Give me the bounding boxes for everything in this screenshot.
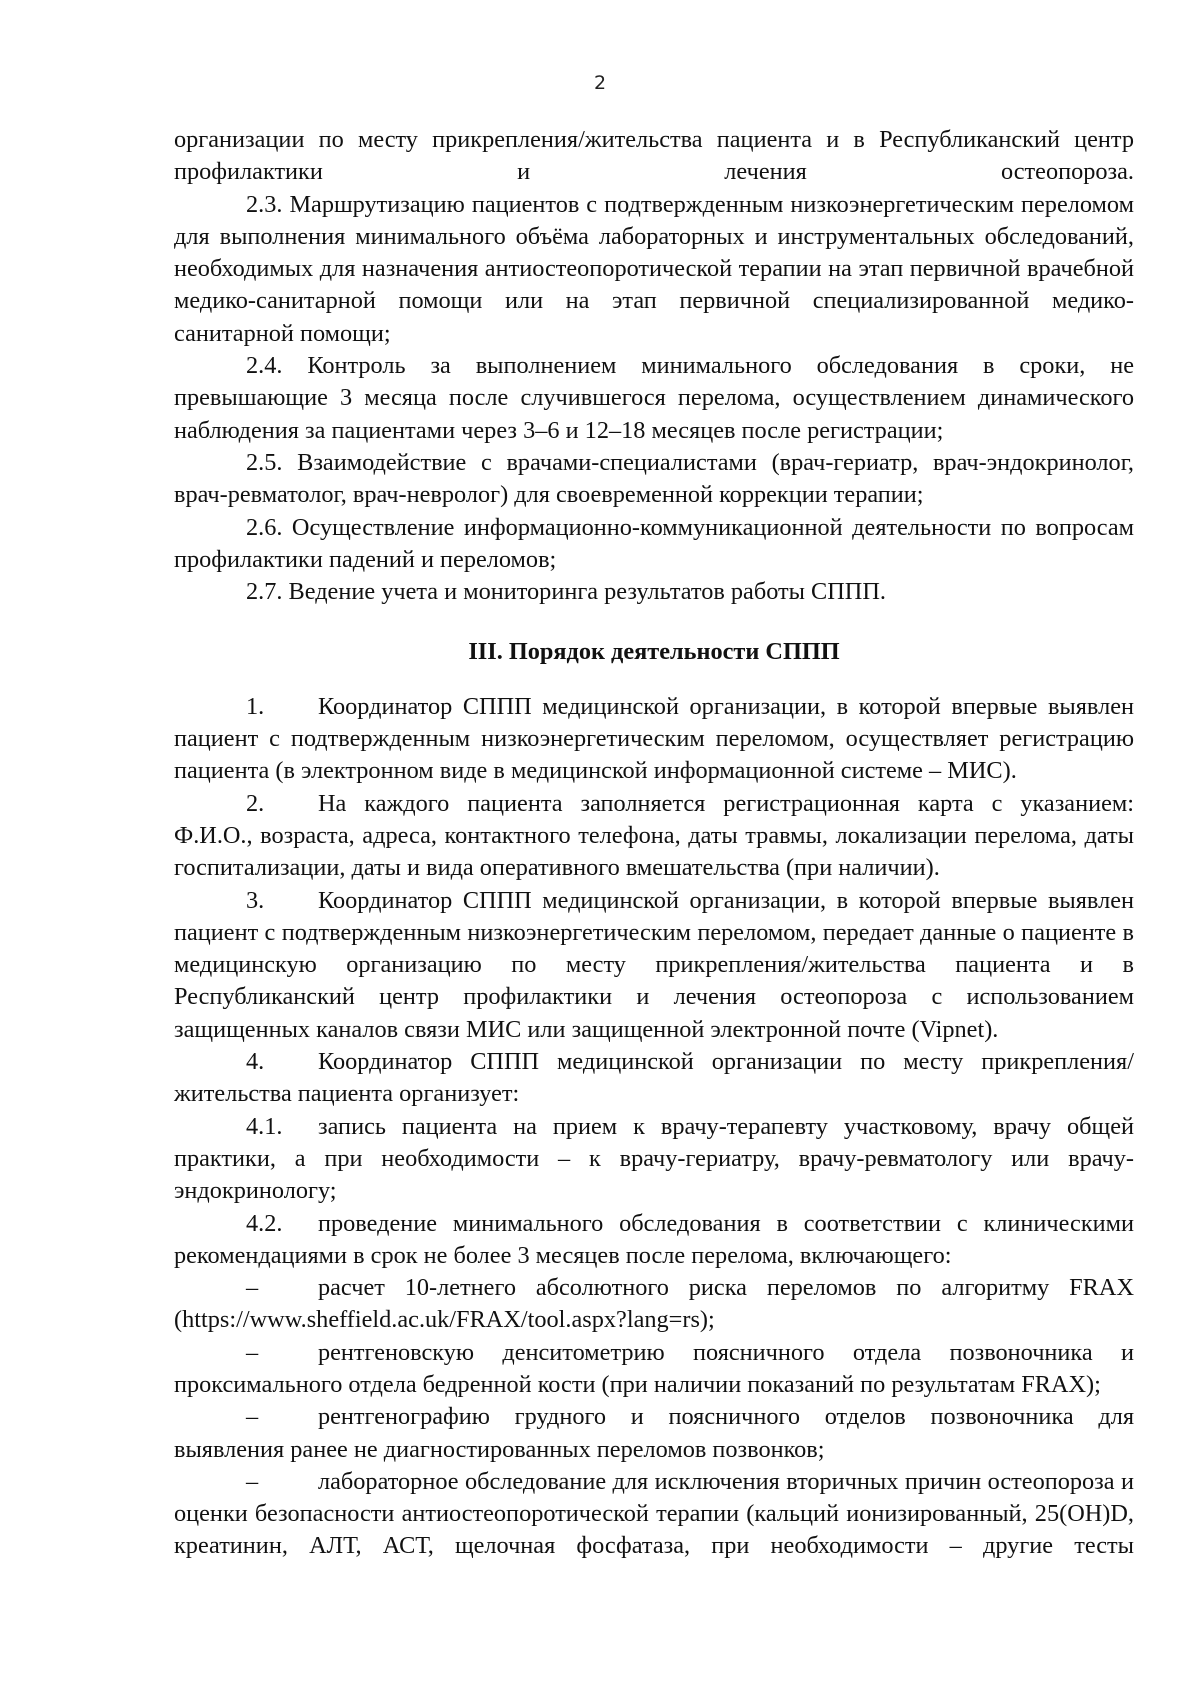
- list-item-2: [174, 788, 1134, 885]
- list-item-1: [174, 691, 1134, 788]
- paragraph-2-7: 2.7. Ведение учета и мониторинга результатов работы СППП.: [246, 578, 886, 606]
- bullet-item-4: [174, 1466, 1134, 1563]
- bullet-item-3: [174, 1401, 1134, 1466]
- bullet-text: рентгеновскую денситометрию поясничного отдела позвоночника и проксимального отдела бедренной кости (при наличии показаний по результатам FRAX);: [174, 1338, 1134, 1398]
- paragraph-continuation: организации по месту прикрепления/жительства пациента и в Республиканский центр профилактики и лечения остеопороза.: [174, 126, 1134, 186]
- paragraph-2-3: 2.3. Маршрутизацию пациентов с подтвержденным низкоэнергетическим переломом для выполнения минимального объёма лабораторных и инструментальных обследований, необходимых для назначения антиостеопоротической терапии на этап первичной врачебной медико-санитарной помощи или на этап первичной специализированной медико-санитарной помощи;: [174, 190, 1134, 347]
- paragraph-2-6: 2.6. Осуществление информационно-коммуникационной деятельности по вопросам профилактики падений и переломов;: [174, 513, 1134, 573]
- bullet-text: рентгенографию грудного и поясничного отделов позвоночника для выявления ранее не диагностированных переломов позвонков;: [174, 1403, 1134, 1463]
- paragraph-2-5: 2.5. Взаимодействие с врачами-специалистами (врач-гериатр, врач-эндокринолог, врач-ревматолог, врач-невролог) для своевременной коррекции терапии;: [174, 448, 1134, 509]
- list-item-4-2: [174, 1208, 1134, 1273]
- list-item-number: 4.: [246, 1048, 265, 1076]
- list-item-text: Координатор СППП медицинской организации, в которой впервые выявлен пациент с подтвержденным низкоэнергетическим переломом, передает данные о пациенте в медицинскую организацию по месту прикрепления/жительства пациента и в Республиканский центр профилактики и лечения остеопороза с использованием защищенных каналов связи МИС или защищенной электронной почте (Vipnet).: [174, 886, 1134, 1043]
- list-item-number: 3.: [246, 886, 265, 914]
- list-item-number: 1.: [246, 692, 265, 720]
- list-item-text: На каждого пациента заполняется регистрационная карта с указанием: Ф.И.О., возраста, адреса, контактного телефона, даты травмы, локализации перелома, даты госпитализации, даты и вида оперативного вмешательства (при наличии).: [174, 789, 1134, 882]
- section-heading: III. Порядок деятельности СППП: [468, 638, 840, 666]
- bullet-marker: –: [246, 1403, 259, 1431]
- list-item-text: проведение минимального обследования в соответствии с клиническими рекомендациями в срок не более 3 месяцев после перелома, включающего:: [174, 1209, 1134, 1269]
- list-item-4-1: [174, 1111, 1134, 1208]
- bullet-item-1: [174, 1272, 1134, 1337]
- bullet-marker: –: [246, 1274, 259, 1302]
- list-item-number: 4.2.: [246, 1209, 283, 1237]
- paragraph-2-4: 2.4. Контроль за выполнением минимального обследования в сроки, не превышающие 3 месяца после случившегося перелома, осуществлением динамического наблюдения за пациентами через 3–6 и 12–18 месяцев после регистрации;: [174, 352, 1134, 444]
- bullet-marker: –: [246, 1338, 259, 1366]
- bullet-text: лабораторное обследование для исключения вторичных причин остеопороза и оценки безопасности антиостеопоротической терапии (кальций ионизированный, 25(OH)D, креатинин, АЛТ, АСТ, щелочная фосфатаза, при необходимости – другие тесты: [174, 1467, 1134, 1560]
- list-item-text: Координатор СППП медицинской организации по месту прикрепления/жительства пациента организует:: [174, 1048, 1134, 1108]
- page-number: 2: [593, 72, 607, 94]
- document-body: [174, 124, 1134, 1563]
- list-item-text: Координатор СППП медицинской организации, в которой впервые выявлен пациент с подтвержденным низкоэнергетическим переломом, осуществляет регистрацию пациента (в электронном виде в медицинской информационной системе – МИС).: [174, 692, 1134, 785]
- list-item-text: запись пациента на прием к врачу-терапевту участковому, врачу общей практики, а при необходимости – к врачу-гериатру, врачу-ревматологу или врачу-эндокринологу;: [174, 1112, 1134, 1205]
- bullet-text: расчет 10-летнего абсолютного риска переломов по алгоритму FRAX (https://www.sheffield.ac.uk/FRAX/tool.aspx?lang=rs);: [174, 1274, 1134, 1334]
- bullet-item-2: [174, 1337, 1134, 1402]
- list-item-4: [174, 1046, 1134, 1111]
- list-item-number: 4.1.: [246, 1112, 283, 1140]
- list-item-3: [174, 885, 1134, 1046]
- bullet-marker: –: [246, 1467, 259, 1495]
- list-item-number: 2.: [246, 789, 265, 817]
